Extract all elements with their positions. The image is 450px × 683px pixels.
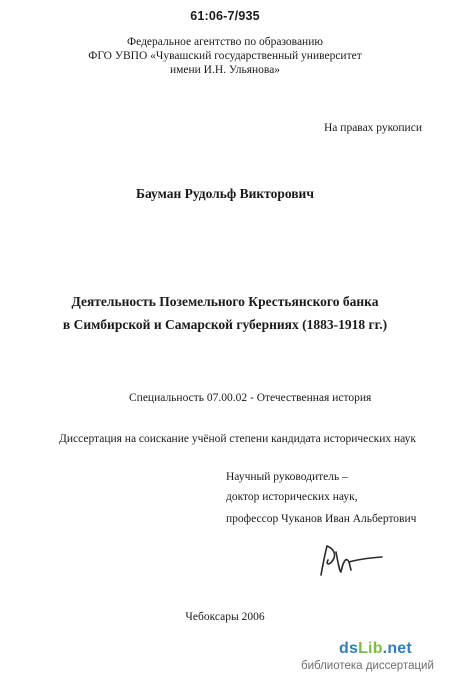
watermark-logo[interactable]	[339, 640, 412, 658]
title-line-2: в Симбирской и Самарской губерниях (1883-1918 гг.)	[62, 317, 388, 332]
handwritten-signature	[318, 542, 384, 578]
author-name: Бауман Рудольф Викторович	[136, 186, 314, 201]
dissertation-type: Диссертация на соискание учёной степени кандидата исторических наук	[59, 433, 417, 445]
supervisor-line-2: доктор исторических наук,	[226, 491, 358, 503]
watermark-logo-ds: ds	[339, 640, 359, 657]
organization-line-1: Федеральное агентство по образованию	[127, 36, 323, 48]
specialty: Специальность 07.00.02 - Отечественная история	[129, 392, 372, 404]
catalog-number: 61:06-7/935	[190, 9, 260, 23]
watermark-logo-lib: Lib	[358, 640, 383, 657]
organization-line-2: ФГО УВПО «Чувашский государственный университет	[88, 50, 362, 62]
organization-line-3: имени И.Н. Ульянова»	[169, 64, 281, 76]
watermark-subtitle: библиотека диссертаций	[301, 660, 434, 672]
city-year: Чебоксары 2006	[185, 611, 265, 623]
watermark-logo-net: .net	[382, 640, 412, 657]
title-line-1: Деятельность Поземельного Крестьянского банка	[71, 294, 379, 309]
supervisor-line-1: Научный руководитель –	[226, 471, 348, 483]
supervisor-line-3: профессор Чуканов Иван Альбертович	[226, 513, 417, 525]
rights-note: На правах рукописи	[324, 122, 422, 134]
